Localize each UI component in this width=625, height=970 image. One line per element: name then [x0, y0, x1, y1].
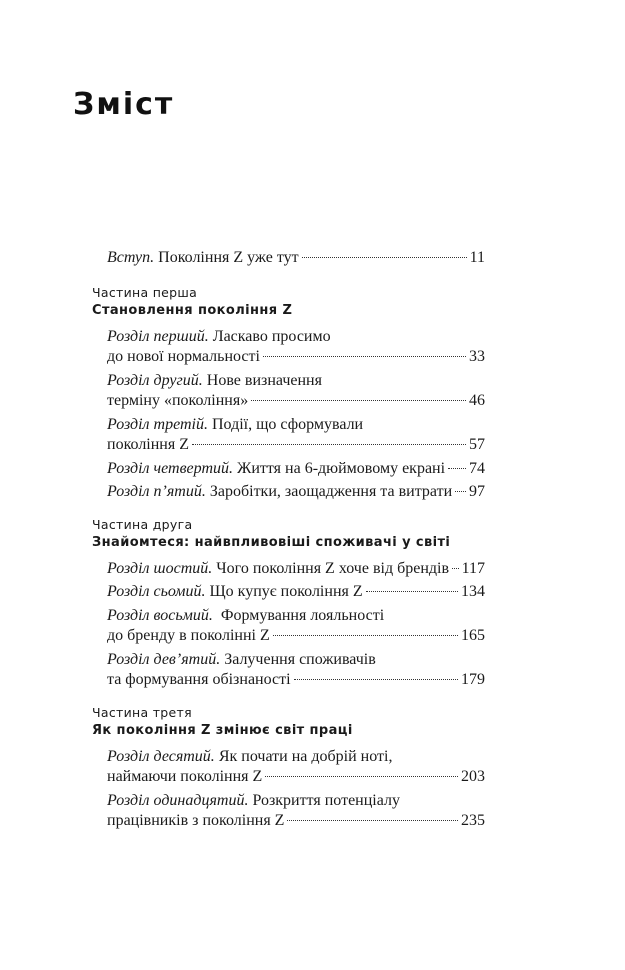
toc-entry-chapter-8[interactable]	[107, 606, 485, 647]
chapter-title-line1: Залучення споживачів	[220, 650, 376, 668]
toc-entry-chapter-9[interactable]	[107, 650, 485, 691]
chapter-title-line1: Чого покоління Z хоче від брендів	[212, 559, 450, 577]
dot-leader	[263, 356, 466, 357]
chapter-title-line1: Як почати на добрій ноті,	[214, 747, 393, 765]
toc-entry-intro[interactable]	[107, 248, 485, 269]
chapter-label: Розділ четвертий.	[107, 459, 233, 477]
dot-leader	[265, 776, 458, 777]
part-label: Частина перша	[92, 284, 198, 300]
chapter-label: Розділ одинадцятий.	[107, 791, 249, 809]
page-number: 235	[461, 812, 485, 829]
chapter-title-line1: Нове визначення	[202, 371, 322, 389]
page-number: 179	[461, 671, 485, 688]
chapter-title-line2: покоління Z	[107, 436, 189, 453]
part-2	[92, 516, 485, 691]
dot-leader	[273, 635, 458, 636]
toc-entry-chapter-3[interactable]	[107, 415, 485, 456]
dot-leader	[251, 400, 466, 401]
dot-leader	[287, 820, 458, 821]
chapter-title-line1: Ласкаво просимо	[208, 327, 331, 345]
part-1	[92, 284, 485, 503]
chapter-title-line1: Події, що сформували	[207, 415, 364, 433]
part-3	[92, 704, 485, 832]
chapter-label: Розділ восьмий.	[107, 606, 213, 624]
chapter-title-line2: наймаючи покоління Z	[107, 768, 263, 785]
chapter-title-line1: Заробітки, заощадження та витрати	[205, 483, 453, 500]
toc-entry-chapter-4[interactable]	[107, 459, 485, 480]
chapter-label: Розділ перший.	[107, 327, 209, 345]
chapter-label: Розділ сьомий.	[107, 583, 206, 600]
part-label: Частина друга	[92, 516, 193, 532]
toc-entry-chapter-7[interactable]	[107, 582, 485, 603]
part-label: Частина третя	[92, 704, 192, 720]
toc-entry-chapter-11[interactable]	[107, 791, 485, 832]
part-title: Знайомтеся: найвпливовіші споживачі у світі	[92, 534, 451, 550]
chapter-label: Розділ п’ятий.	[107, 483, 206, 500]
page-number: 46	[469, 392, 485, 409]
chapter-label: Розділ третій.	[107, 415, 208, 433]
page-number: 203	[461, 768, 485, 785]
intro-label: Вступ.	[107, 249, 155, 266]
chapter-title-line1: Формування лояльності	[212, 606, 385, 624]
chapter-label: Розділ шостий.	[107, 559, 213, 577]
part-title: Як покоління Z змінює світ праці	[92, 722, 353, 738]
page-title: Зміст	[73, 87, 175, 122]
page-number: 97	[469, 483, 485, 500]
part-title: Становлення покоління Z	[92, 302, 293, 318]
page-number: 134	[461, 583, 485, 600]
toc-entry-chapter-1[interactable]	[107, 327, 485, 368]
chapter-title-line2: працівників з покоління Z	[107, 812, 285, 829]
dot-leader	[192, 444, 466, 445]
toc-entry-chapter-6[interactable]	[107, 559, 485, 580]
page-number: 11	[469, 249, 485, 266]
chapter-label: Розділ дев’ятий.	[107, 650, 221, 668]
toc-entry-chapter-10[interactable]	[107, 747, 485, 788]
dot-leader	[448, 468, 466, 469]
dot-leader	[366, 591, 458, 592]
page-number: 117	[461, 559, 485, 577]
chapter-title-line1: Життя на 6-дюймовому екрані	[233, 459, 446, 477]
page-number: 33	[469, 348, 485, 365]
chapter-label: Розділ другий.	[107, 371, 203, 389]
chapter-title-line2: терміну «покоління»	[107, 392, 249, 409]
dot-leader	[455, 491, 466, 492]
chapter-title-line1: Розкриття потенціалу	[248, 791, 400, 809]
page-number: 165	[461, 627, 485, 644]
chapter-title-line2: та формування обізнаності	[107, 671, 291, 688]
page-number: 74	[469, 459, 485, 477]
chapter-title-line1: Що купує покоління Z	[205, 583, 363, 600]
chapter-title-line2: до нової нормальності	[107, 348, 260, 365]
dot-leader	[452, 568, 459, 569]
dot-leader	[294, 679, 458, 680]
toc-entry-chapter-2[interactable]	[107, 371, 485, 412]
intro-title: Покоління Z уже тут	[154, 249, 299, 266]
table-of-contents	[92, 248, 485, 845]
toc-entry-chapter-5[interactable]	[107, 482, 485, 503]
page-number: 57	[469, 436, 485, 453]
dot-leader	[302, 257, 467, 258]
chapter-label: Розділ десятий.	[107, 747, 215, 765]
chapter-title-line2: до бренду в поколінні Z	[107, 627, 270, 644]
